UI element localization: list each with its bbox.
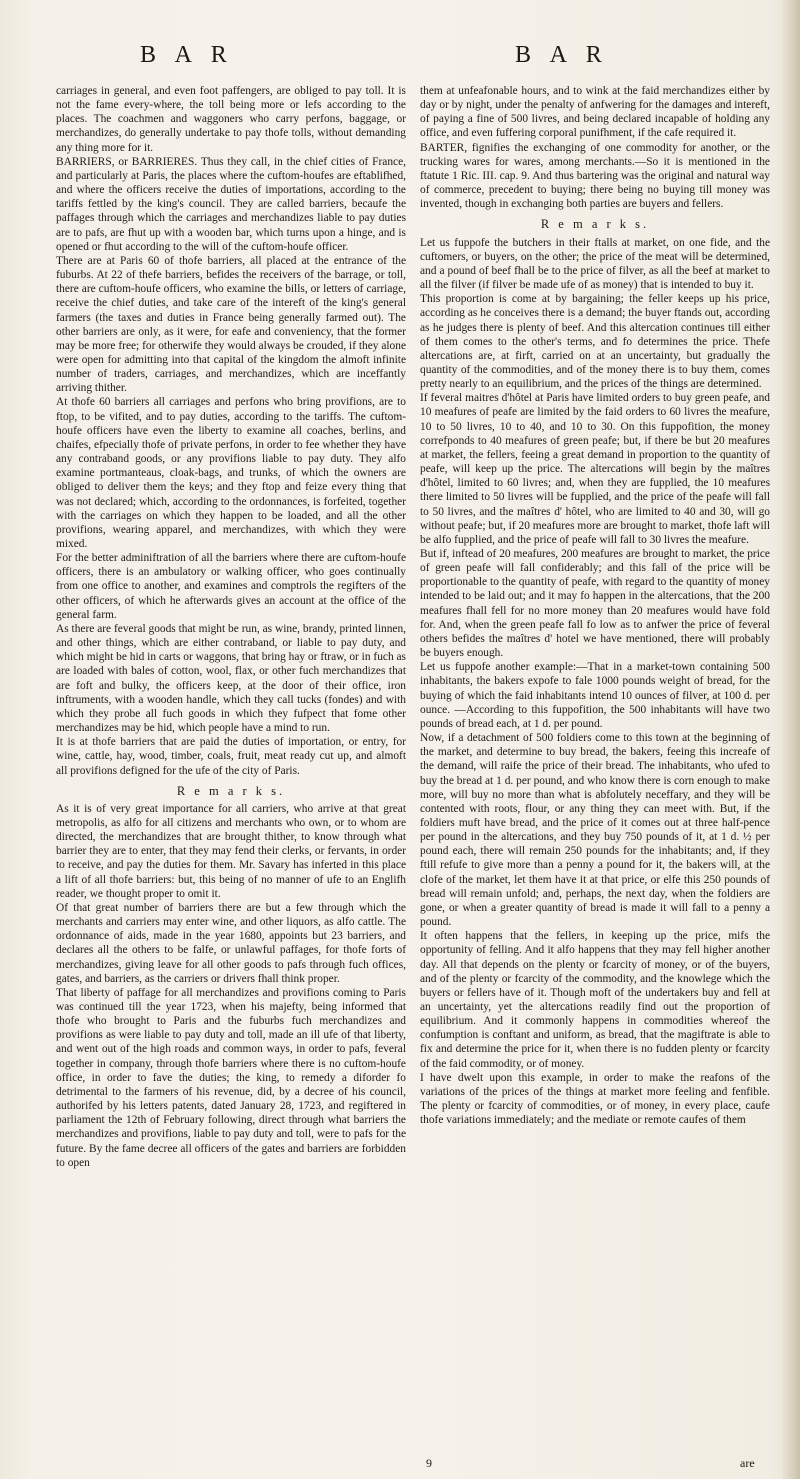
paragraph: At thofe 60 barriers all carriages and perfons who bring provifions, are to ftop, to be vifited, and to pay duties, according to the tariffs. The cuftom-houfe officers have even the liberty to examine all coaches, berlins, and chaifes, efpecially thofe of private perfons, in order to fee whether they have any contraband goods, or any provifions liable to pay duty. They alfo examine portmanteaus, cloak-bags, and trunks, of which the owners are obliged to deliver them the keys; and they ftop and feize every thing that was not declared; which, according to the ordonnances, is forfeited, together with the carriages on which they happen to be loaded, and all the other provifions, wearing apparel, and merchandizes, with which they were mixed.	[56, 396, 406, 550]
paragraph: But if, inftead of 20 meafures, 200 meafures are brought to market, the price of green peafe will fall confiderably; and this fall of the price will be proportionable to the quantity of peafe, with regard to the quantity of money intended to be laid out; and it may fo happen in the altercations, that the 200 meafures fhall fell for no more money than 20 meafures would have fold for. And, when the green peafe fall fo low as to anfwer the price of feveral others befides the maîtres d' hotel we have mentioned, there will probably be buyers enough.	[420, 548, 770, 660]
paragraph: Let us fuppofe the butchers in their ftalls at market, on one fide, and the cuftomers, or buyers, on the other; the price of the meat will be determined, and a pound of beef fhall be to the price of filver, as all the beef at market to all the filver (if filver be made ufe of as money) that is intended to buy it.	[420, 236, 770, 292]
catchword: are	[740, 1456, 755, 1470]
paragraph: carriages in general, and even foot paffengers, are obliged to pay toll. It is not the fame every-where, the toll being more or lefs according to the places. The coachmen and waggoners who carry perfons, baggage, or merchandizes, do generally undertake to pay thofe tolls, without demanding any thing more for it.	[56, 85, 406, 154]
paragraph: Now, if a detachment of 500 foldiers come to this town at the beginning of the market, and determine to buy bread, the bakers, feeing this increafe of the demand, will raife the price of their bread. The inhabitants, who ufed to buy the bread at 1 d. per pound, and who know there is corn enough to make more, will buy no more than what is abfolutely neceffary, and they will be contented with roots, flour, or any thing they can meet with. But, if the foldiers muft have bread, and the price of it comes out at three half-pence per pound in the altercations, and they buy 750 pounds of it, at 1 d. ½ per pound each, there will remain 250 pounds for the inhabitants; and, if they ftill refufe to give more than a penny a pound for it, the bakers will, at the clofe of the market, let them have it at that price, or elfe this 250 pounds of bread will remain unfold; and, perhaps, the next day, when the foldiers are gone, or when a greater quantity of bread is made it will fall to a penny a pound.	[420, 732, 770, 929]
paragraph: If feveral maitres d'hôtel at Paris have limited orders to buy green peafe, and 10 meafures of peafe are limited by the faid orders to 60 livres the meafure, 10 to 50 livres, 10 to 40, and 10 to 30. On this fuppofition, the money correfponds to 40 meafures of green peafe; but, if there be but 20 meafures at market, the fellers, feeing a great demand in proportion to the quantity of peafe, will keep up the price. The altercations will begin by the maîtres d'hôtel, limited to 60 livres; and, when they are fupplied, the 10 meafures there limited to 50 livres will be fupplied, and the price of the peafe will fall to 50 livres, and the maîtres d' hôtel, who are limited to 40 and 30, will go without peafe; but, if 20 meafures more are brought to market, thofe laft will be alfo fupplied, and the price of peafe will fall to 30 livres the meafure.	[420, 392, 770, 546]
paragraph: I have dwelt upon this example, in order to make the reafons of the variations of the prices of the things at market more feeling and fenfible. The plenty or fcarcity of commodities, or of money, in every place, caufe thofe variations immediately; and the mediate or remote caufes of them	[420, 1071, 770, 1127]
left-text-column	[56, 84, 406, 1170]
paragraph: Of that great number of barriers there are but a few through which the merchants and carriers may enter wine, and other liquors, as alfo cattle. The ordonnance of aids, made in the year 1680, appoints but 23 barriers, and declares all the others to be falfe, or unlawful paffages, for thofe forts of merchandizes, giving leave for all other goods to pafs through fuch offices, gates, and barriers, as the carriers or drivers fhall think proper.	[56, 901, 406, 985]
paragraph: BARRIERS, or BARRIERES. Thus they call, in the chief cities of France, and particularly at Paris, the places where the cuftom-houfes are eftablifhed, and where the officers receive the duties of importations, according to the tariffs fettled by the king's council. They are called barriers, becaufe the paffages through which the carriages and merchandizes liable to pay duties are to pafs, are fhut up with a wooden bar, which turns upon a hinge, and is opened or fhut according to the will of the cuftom-houfe officer.	[56, 155, 406, 253]
paragraph: This proportion is come at by bargaining; the feller keeps up his price, according as he conceives there is a demand; the buyer ftands out, according as he judges there is plenty of beef. And this altercation continues till either of them comes to the other's terms, and fo determines the price. Thefe altercations are, at firft, carried on at an uncertainty, but gradually the quantity of the commodities, and of the money there is to buy them, comes pretty nearly to an equilibrium, and the prices of the things are determined.	[420, 293, 770, 391]
running-head-right: B A R	[515, 42, 609, 68]
right-text-column	[420, 84, 770, 1127]
page-edge-shadow	[782, 0, 800, 1479]
paragraph: BARTER, fignifies the exchanging of one commodity for another, or the trucking wares for wares, among merchants.—So it is mentioned in the ftatute 1 Ric. III. cap. 9. And thus bartering was the original and natural way of commerce, precedent to buying; there being no buying till money was invented, though in exchanging both parties are buyers and fellers.	[420, 141, 770, 211]
paragraph: For the better adminiftration of all the barriers where there are cuftom-houfe officers, there is an ambulatory or walking officer, who goes continually from one office to another, and examines and comptrols the regifters of the other officers, of which he afterwards gives an account at the office of the general farm.	[56, 552, 406, 621]
paragraph: As there are feveral goods that might be run, as wine, brandy, printed linnen, and other things, which are either contraband, or liable to pay duty, and which might be hid in carts or waggons, that bring hay or ftraw, or in fuch as are loaded with bales of cotton, wool, flax, or other fuch merchandizes that are foft and bulky, the officers keep, at the door of their office, iron inftruments, with a wooden handle, which they call tucks (fondes) and with which they probe all fuch goods in which they fufpect that fome other merchandizes may be hid, which people have a mind to run.	[56, 622, 406, 735]
paragraph: them at unfeafonable hours, and to wink at the faid merchandizes either by day or by night, under the penalty of anfwering for the damages and intereft, of paying a fine of 500 livres, and being declared incapable of holding any office, and even fuffering corporal punifhment, if the cafe required it.	[420, 85, 770, 140]
paragraph: Let us fuppofe another example:—That in a market-town containing 500 inhabitants, the bakers expofe to fale 1000 pounds weight of bread, for the buying of which the faid inhabitants intend 10 ounces of filver, at 100 d. per ounce. —According to this fuppofition, the 500 inhabitants will have two pounds of bread each, at 1 d. per pound.	[420, 661, 770, 730]
running-head-left: B A R	[140, 42, 234, 68]
paragraph: That liberty of paffage for all merchandizes and provifions coming to Paris was continued till the year 1723, when his majefty, being informed that thofe who brought to Paris and the fuburbs fuch merchandizes and provifions as were liable to pay duty and toll, made an ill ufe of that liberty, and went out of the high roads and common ways, in order to pafs, feveral together in company, through thofe barriers where there is no cuftom-houfe office, in order to fave the duties; the king, to remedy a diforder fo detrimental to the farmers of his revenue, did, by a decree of his council, authorifed by his letters patents, dated January 28, 1723, and regiftered in parliament the 12th of February following, direct through what barriers the merchandizes and provifions, liable to pay duty and toll, were to pafs for the future. By the fame decree all officers of the gates and barriers are forbidden to open	[56, 986, 406, 1169]
page-number: 9	[426, 1456, 432, 1470]
paragraph: There are at Paris 60 of thofe barriers, all placed at the entrance of the fuburbs. At 22 of thefe barriers, befides the receivers of the barrage, or toll, there are cuftom-houfe officers, who examine the bills, or letters of carriage, receive the chief duties, and take care of the intereft of the king's general farmers (the taxes and duties in France being generally farmed out). The other barriers are only, as it were, for eafe and conveniency, that the former may be more free; for otherwife they would always be crouded, if they alone were open for admitting into that capital of the kingdom the almoft infinite number of traders, carriages, and merchandizes, which are inceffantly arriving thither.	[56, 254, 406, 395]
remarks-heading: R e m a r k s.	[176, 783, 286, 798]
paragraph: It often happens that the fellers, in keeping up the price, mifs the opportunity of felling. And it alfo happens that they may fell higher another day. All that depends on the plenty or fcarcity of money, or of the buyers, and of the plenty or fcarcity of the commodity, and the knowlege which the buyers or fellers have of it. Though moft of the undertakers buy and fell at an uncertainty, yet the altercations readily find out the proportion of equilibrium. And it commonly happens in commodities whereof the confumption is conftant and uniform, as bread, that the magiftrate is able to fix and determine the price for it, when there is no fudden plenty or fcarcity of the faid commodity, or of money.	[420, 930, 770, 1070]
remarks-heading: R e m a r k s.	[540, 217, 650, 232]
paragraph: As it is of very great importance for all carriers, who arrive at that great metropolis, as alfo for all citizens and merchants who own, or to whom are directed, the merchandizes that are brought thither, to know through what barrier they are to enter, that they may fend their clerks, or fervants, in order to receive, and pay the duties for them. Mr. Savary has inferted in this place a lift of all thofe barriers: but, this being of no manner of ufe to an Englifh reader, we thought proper to omit it.	[56, 802, 406, 900]
paragraph: It is at thofe barriers that are paid the duties of importation, or entry, for wine, cattle, hay, wood, timber, coals, fruit, meat ready cut up, and almoft all provifions defigned for the ufe of the city of Paris.	[56, 736, 406, 777]
